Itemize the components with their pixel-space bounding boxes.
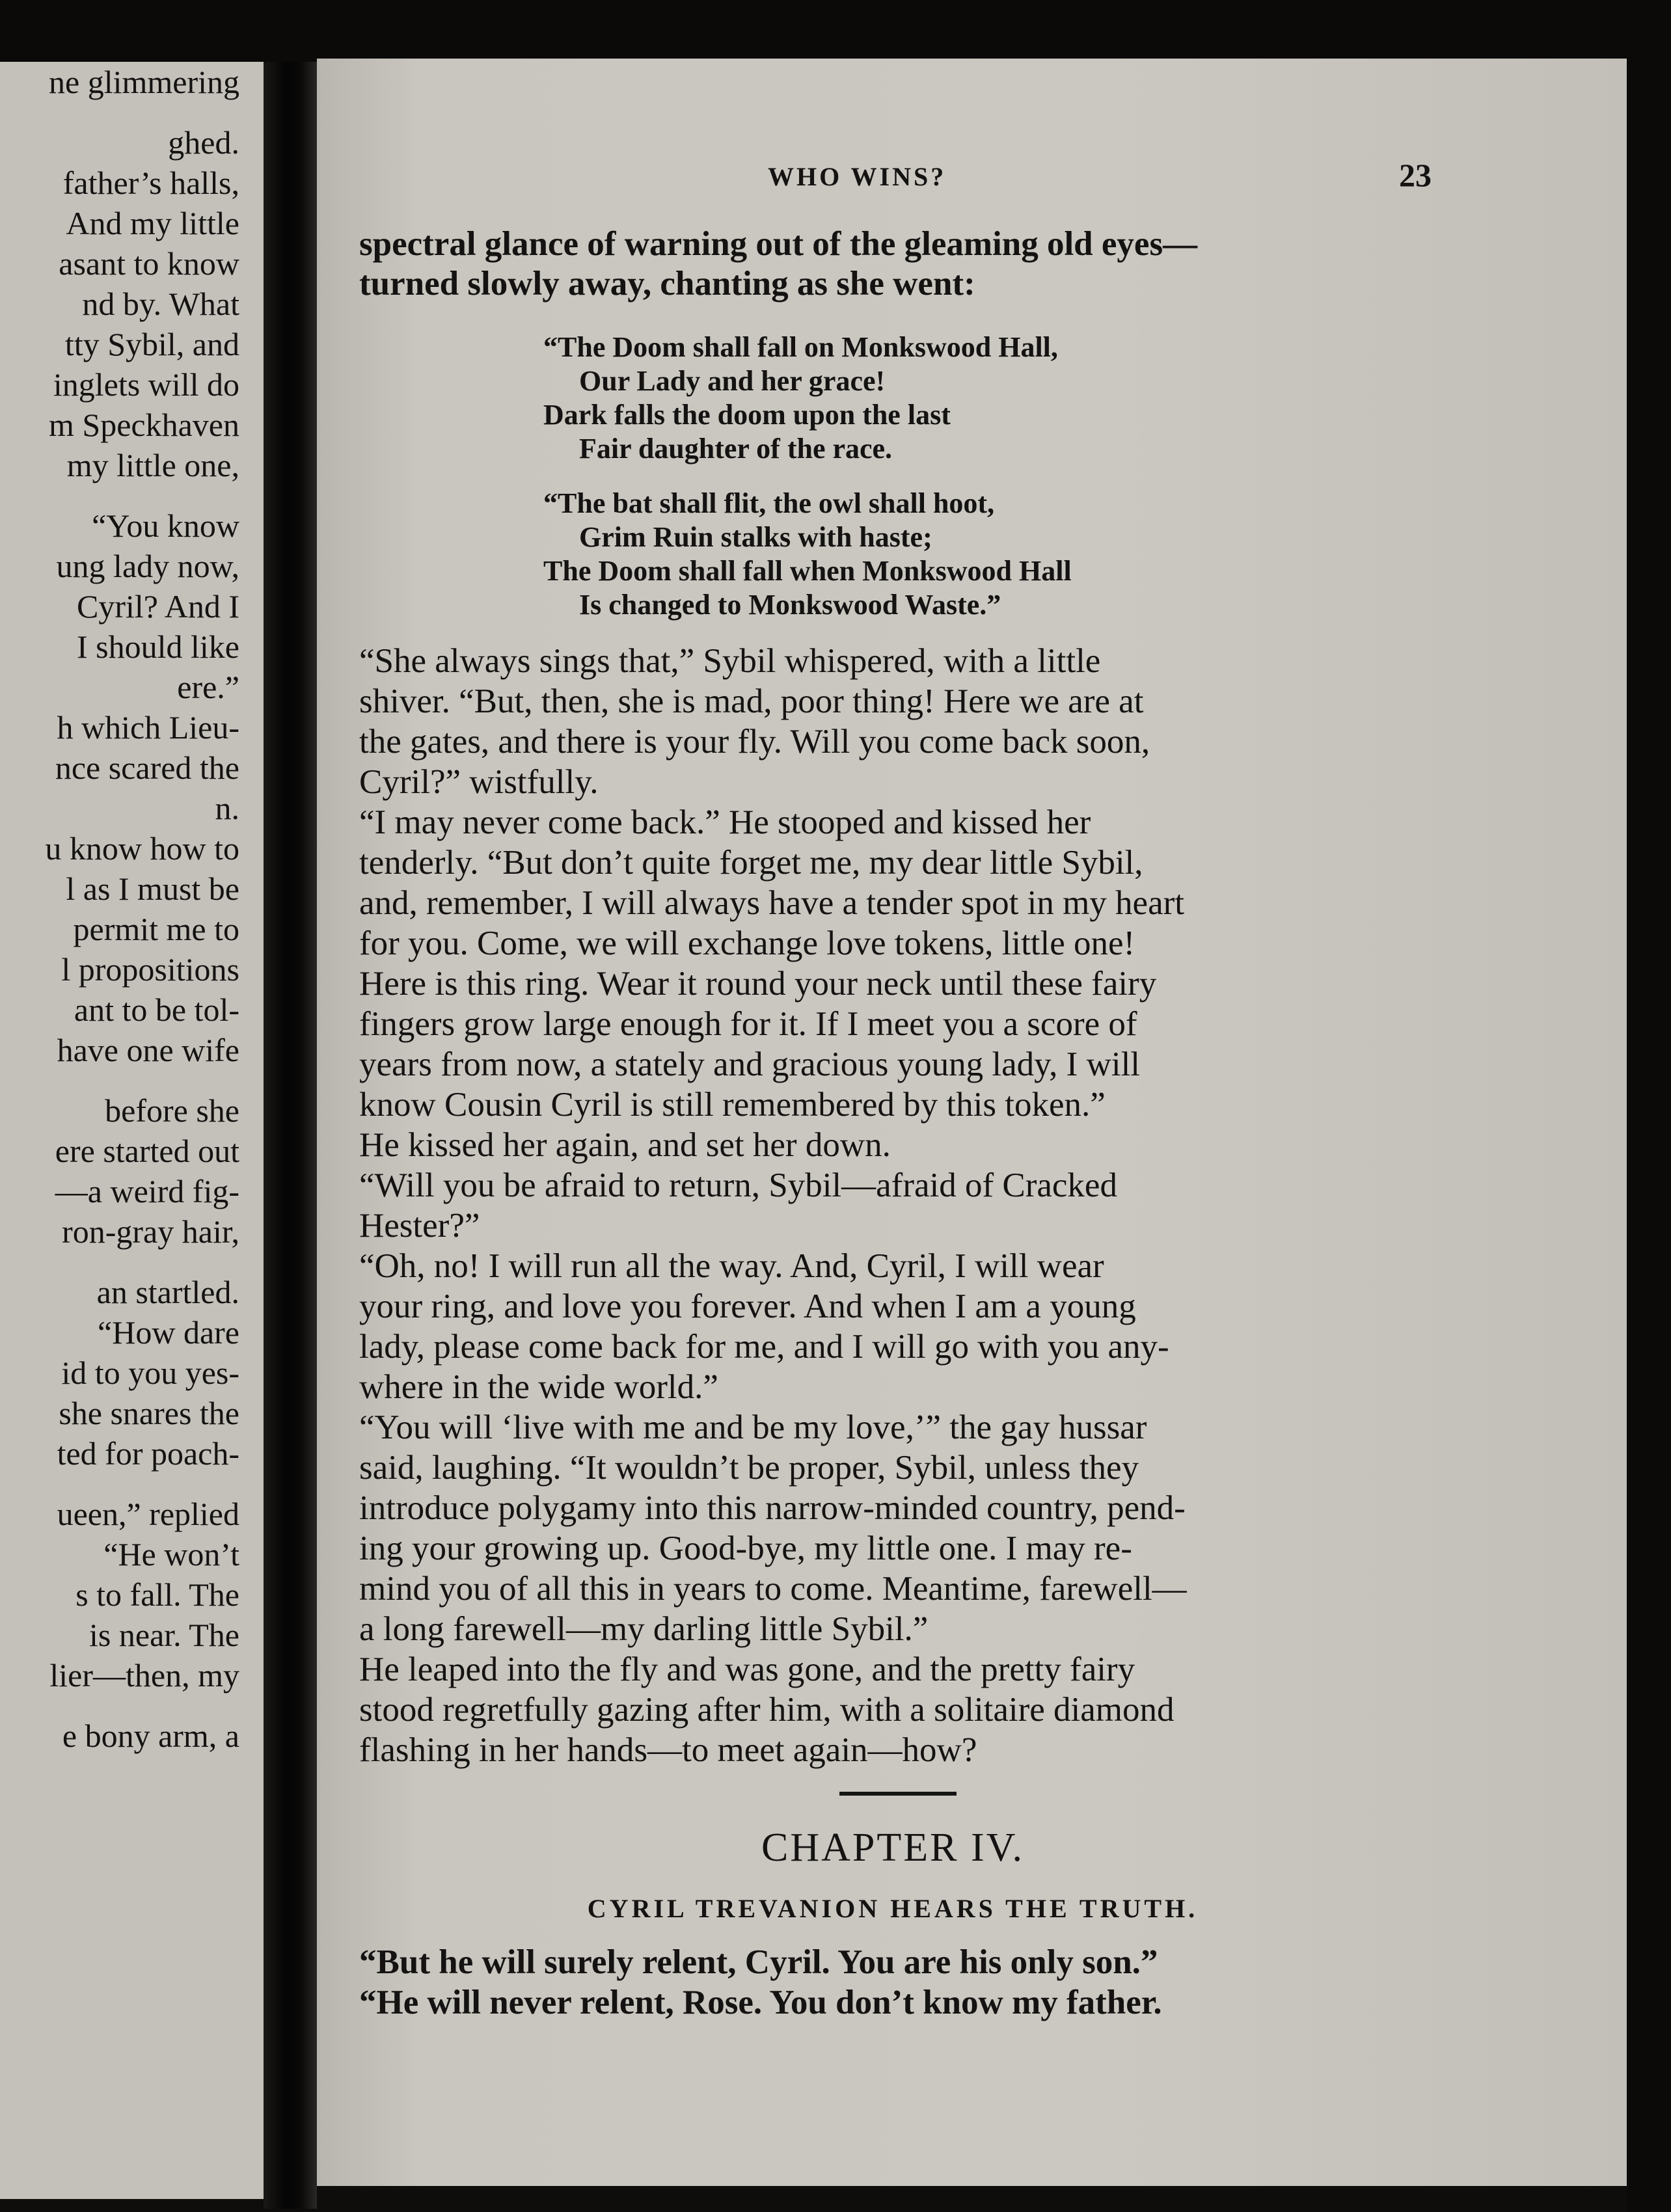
left-page-line: nce scared the	[55, 749, 239, 786]
left-page-line: tty Sybil, and	[64, 326, 239, 362]
left-page-line	[0, 102, 239, 122]
book-gutter	[264, 62, 317, 2209]
left-page-line: ghed.	[168, 124, 239, 161]
body-line: know Cousin Cyril is still remembered by this token.”	[359, 1086, 1106, 1124]
body-line: and, remember, I will always have a tender spot in my heart	[359, 884, 1184, 922]
body-line: ing your growing up. Good-bye, my little one. I may re-	[359, 1530, 1132, 1567]
body-line: tenderly. “But don’t quite forget me, my dear little Sybil,	[359, 844, 1143, 882]
left-page-line: before she	[105, 1092, 239, 1129]
running-title: WHO WINS?	[768, 162, 947, 191]
left-page-line: l as I must be	[66, 870, 239, 907]
poem-line: “The bat shall flit, the owl shall hoot,	[543, 487, 995, 519]
left-page-line: ron-gray hair,	[62, 1213, 239, 1250]
left-page-line: father’s halls,	[62, 165, 239, 201]
scan-border-top	[0, 0, 1671, 62]
left-page-line: ted for poach-	[57, 1435, 239, 1472]
body-line: “He will never relent, Rose. You don’t know my father.	[359, 1984, 1162, 2021]
left-page-line: lier—then, my	[49, 1657, 239, 1693]
left-page-line: inglets will do	[53, 366, 239, 403]
left-page-line: m Speckhaven	[49, 407, 239, 443]
body-line: lady, please come back for me, and I will go with you any-	[359, 1328, 1169, 1366]
body-line: “But he will surely relent, Cyril. You are his only son.”	[359, 1943, 1158, 1981]
poem-stanza-2	[543, 487, 1072, 622]
left-page-line: ueen,” replied	[57, 1496, 239, 1532]
left-page-line: Cyril? And I	[77, 588, 239, 625]
left-page-line: ere.”	[177, 669, 239, 705]
left-page-line: h which Lieu-	[57, 709, 239, 746]
poem-line: Is changed to Monkswood Waste.”	[579, 589, 1001, 621]
body-line: “She always sings that,” Sybil whispered, with a little	[359, 642, 1101, 680]
poem-line: The Doom shall fall when Monkswood Hall	[543, 555, 1072, 587]
body-line: He leaped into the fly and was gone, and the pretty fairy	[359, 1651, 1135, 1688]
body-line: flashing in her hands—to meet again—how?	[359, 1731, 977, 1769]
body-line: said, laughing. “It wouldn’t be proper, Sybil, unless they	[359, 1449, 1139, 1487]
left-page-line: e bony arm, a	[62, 1718, 239, 1754]
left-page-line: have one wife	[57, 1032, 239, 1068]
body-line: “Will you be afraid to return, Sybil—afraid of Cracked	[359, 1167, 1117, 1204]
left-page-line: she snares the	[59, 1395, 239, 1431]
left-page-line	[0, 1070, 239, 1090]
body-line: He kissed her again, and set her down.	[359, 1126, 891, 1164]
opening-paragraph	[359, 224, 1426, 304]
chapter-opening-text	[359, 1942, 1426, 2023]
left-page-line: And my little	[66, 205, 239, 241]
left-page-line: ant to be tol-	[74, 991, 239, 1028]
body-line: where in the wide world.”	[359, 1368, 718, 1406]
chapter-heading: CHAPTER IV.	[761, 1826, 1024, 1870]
body-line: years from now, a stately and gracious young lady, I will	[359, 1045, 1141, 1083]
page-number: 23	[1399, 157, 1432, 193]
body-line: shiver. “But, then, she is mad, poor thing! Here we are at	[359, 682, 1144, 720]
left-page-line: ne glimmering	[49, 64, 239, 100]
left-page-line: “How dare	[98, 1314, 239, 1351]
chapter-subtitle: CYRIL TREVANION HEARS THE TRUTH.	[587, 1894, 1199, 1923]
left-page-line	[0, 485, 239, 506]
left-page-line: nd by. What	[82, 286, 239, 322]
body-line: fingers grow large enough for it. If I meet you a score of	[359, 1005, 1137, 1043]
body-line: Cyril?” wistfully.	[359, 763, 599, 801]
body-line: “You will ‘live with me and be my love,’” the gay hussar	[359, 1409, 1147, 1446]
body-line: Hester?”	[359, 1207, 480, 1245]
left-page-line	[0, 1252, 239, 1272]
left-page-line: “You know	[92, 507, 239, 544]
left-page-line	[0, 1474, 239, 1494]
poem-line: Dark falls the doom upon the last	[543, 399, 951, 431]
body-line: for you. Come, we will exchange love tokens, little one!	[359, 924, 1135, 962]
opening-line: spectral glance of warning out of the gleaming old eyes—	[359, 225, 1198, 263]
left-page-line: l propositions	[61, 951, 239, 988]
poem-line: “The Doom shall fall on Monkswood Hall,	[543, 331, 1058, 363]
left-page-line: ere started out	[55, 1133, 239, 1169]
scan-border-right	[1627, 59, 1671, 2212]
left-page-line: an startled.	[96, 1274, 239, 1310]
left-page-line: I should like	[77, 628, 239, 665]
body-line: introduce polygamy into this narrow-minded country, pend-	[359, 1489, 1186, 1527]
left-page-line: —a weird fig-	[55, 1173, 239, 1209]
left-page-line	[0, 1695, 239, 1716]
poem-stanza-1	[543, 330, 1058, 466]
opening-line: turned slowly away, chanting as she went:	[359, 265, 975, 303]
left-page-line: ung lady now,	[56, 548, 239, 584]
left-page-line: u know how to	[45, 830, 239, 867]
body-line: mind you of all this in years to come. Meantime, farewell—	[359, 1570, 1187, 1608]
body-line: stood regretfully gazing after him, with a solitaire diamond	[359, 1691, 1175, 1729]
left-page-line: id to you yes-	[61, 1355, 239, 1391]
main-body-text	[359, 641, 1426, 1770]
left-page-line: is near. The	[89, 1617, 239, 1653]
left-page-line: my little one,	[66, 447, 239, 483]
chapter-divider-rule	[839, 1792, 957, 1796]
body-line: your ring, and love you forever. And when I am a young	[359, 1288, 1136, 1325]
left-page-line: n.	[215, 790, 239, 826]
left-page-text	[0, 62, 239, 1756]
left-page-line: s to fall. The	[75, 1576, 239, 1613]
poem-line: Fair daughter of the race.	[579, 433, 893, 465]
poem-line: Grim Ruin stalks with haste;	[579, 521, 932, 553]
left-page	[0, 62, 264, 2199]
left-page-line: “He won’t	[103, 1536, 239, 1572]
body-line: a long farewell—my darling little Sybil.”	[359, 1610, 929, 1648]
body-line: Here is this ring. Wear it round your neck until these fairy	[359, 965, 1157, 1003]
body-line: “Oh, no! I will run all the way. And, Cyril, I will wear	[359, 1247, 1104, 1285]
poem-line: Our Lady and her grace!	[579, 365, 886, 397]
left-page-line: asant to know	[59, 245, 239, 282]
left-page-line: permit me to	[73, 911, 239, 947]
body-line: “I may never come back.” He stooped and kissed her	[359, 803, 1091, 841]
body-line: the gates, and there is your fly. Will you come back soon,	[359, 723, 1150, 761]
